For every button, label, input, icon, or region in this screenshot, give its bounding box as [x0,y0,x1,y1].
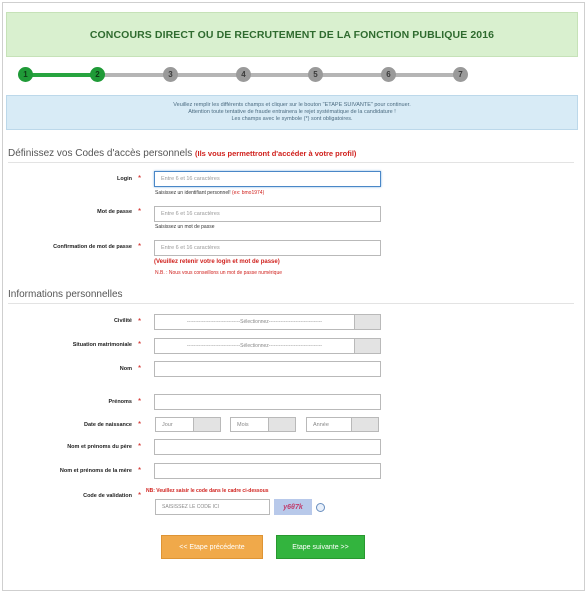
required-marker: * [138,242,142,251]
info-line: Veuillez remplir les différents champs et cliquer sur le bouton "ETAPE SUIVANTE" pour continuer. [173,102,411,108]
chevron-down-icon[interactable] [354,339,380,353]
step-4: 4 [236,67,251,82]
confirm-password-input[interactable]: Entre 6 et 16 caractères [154,240,381,256]
chevron-down-icon[interactable] [351,418,378,431]
chevron-down-icon[interactable] [268,418,295,431]
login-label: Login [117,176,132,182]
step-1: 1 [18,67,33,82]
validation-warning: NB: Veuillez saisir le code dans le cadre ci-dessous [146,488,269,494]
chevron-down-icon[interactable] [193,418,220,431]
password-advice: N.B. : Nous vous conseillons un mot de passe numérique [155,270,283,276]
access-title-text: Définissez vos Codes d'accès personnels [8,148,193,159]
refresh-icon[interactable] [316,503,325,512]
validation-label: Code de validation [83,493,132,499]
next-step-button[interactable]: Etape suivante >> [276,535,365,559]
captcha-image: y6θ7k [274,499,312,515]
civilite-select[interactable] [154,314,381,330]
birth-day-value: Jour [162,421,173,428]
required-marker: * [138,174,142,183]
step-5: 5 [308,67,323,82]
birth-month-value: Mois [237,421,249,428]
info-box [6,95,578,130]
birthdate-label: Date de naissance [84,422,132,428]
step-progress [18,67,468,83]
prenoms-label: Prénoms [108,399,132,405]
password-label: Mot de passe [97,209,132,215]
confirm-password-label: Confirmation de mot de passe [53,244,132,250]
access-section-title [8,148,356,159]
page-banner [6,12,578,57]
retain-warning: (Veuillez retenir votre login et mot de passe) [154,259,280,265]
prenoms-input[interactable] [154,394,381,410]
validation-code-input[interactable]: SAISISSEZ LE CODE ICI [155,499,270,515]
info-line: Attention toute tentative de fraude entrainera le rejet systématique de la candidature ! [188,109,396,115]
father-name-input[interactable] [154,439,381,455]
chevron-down-icon[interactable] [354,315,380,329]
access-title-note: (Ils vous permettront d'accéder à votre profil) [195,149,357,158]
required-marker: * [138,364,142,373]
mother-name-label: Nom et prénoms de la mère [59,468,132,474]
required-marker: * [138,442,142,451]
password-input[interactable]: Entre 6 et 16 caractères [154,206,381,222]
birth-year-value: Année [313,421,329,428]
login-hint-text: Saisissez un identifiant personnel! [155,190,231,196]
required-marker: * [138,317,142,326]
nom-label: Nom [119,366,132,372]
nom-input[interactable] [154,361,381,377]
step-6: 6 [381,67,396,82]
situation-value: --------------------------------Sélectionnez-------------------------------- [186,343,323,349]
login-hint-example: (ex: bmo1974) [232,190,265,196]
required-marker: * [138,207,142,216]
password-hint: Saisissez un mot de passe [155,224,215,230]
section-divider [8,162,574,163]
situation-select[interactable] [154,338,381,354]
step-7: 7 [453,67,468,82]
info-line: Les champs avec le symbole (*) sont obligatoires. [231,116,353,122]
step-3: 3 [163,67,178,82]
required-marker: * [138,420,142,429]
progress-line-todo [101,73,459,77]
section-divider [8,303,574,304]
civilite-value: --------------------------------Sélectionnez-------------------------------- [186,319,323,325]
birth-year-select[interactable] [306,417,379,432]
mother-name-input[interactable] [154,463,381,479]
personal-section-title: Informations personnelles [8,289,123,300]
previous-step-button[interactable]: << Etape précédente [161,535,263,559]
required-marker: * [138,466,142,475]
birth-month-select[interactable] [230,417,296,432]
page-title: CONCOURS DIRECT OU DE RECRUTEMENT DE LA FONCTION PUBLIQUE 2016 [89,28,495,41]
civilite-label: Civilité [113,318,132,324]
required-marker: * [138,340,142,349]
login-hint [155,190,264,196]
birth-day-select[interactable] [155,417,221,432]
required-marker: * [138,397,142,406]
situation-label: Situation matrimoniale [72,342,132,348]
required-marker: * [138,491,142,500]
father-name-label: Nom et prénoms du père [67,444,132,450]
login-input[interactable]: Entre 6 et 16 caractères [154,171,381,187]
step-2: 2 [90,67,105,82]
